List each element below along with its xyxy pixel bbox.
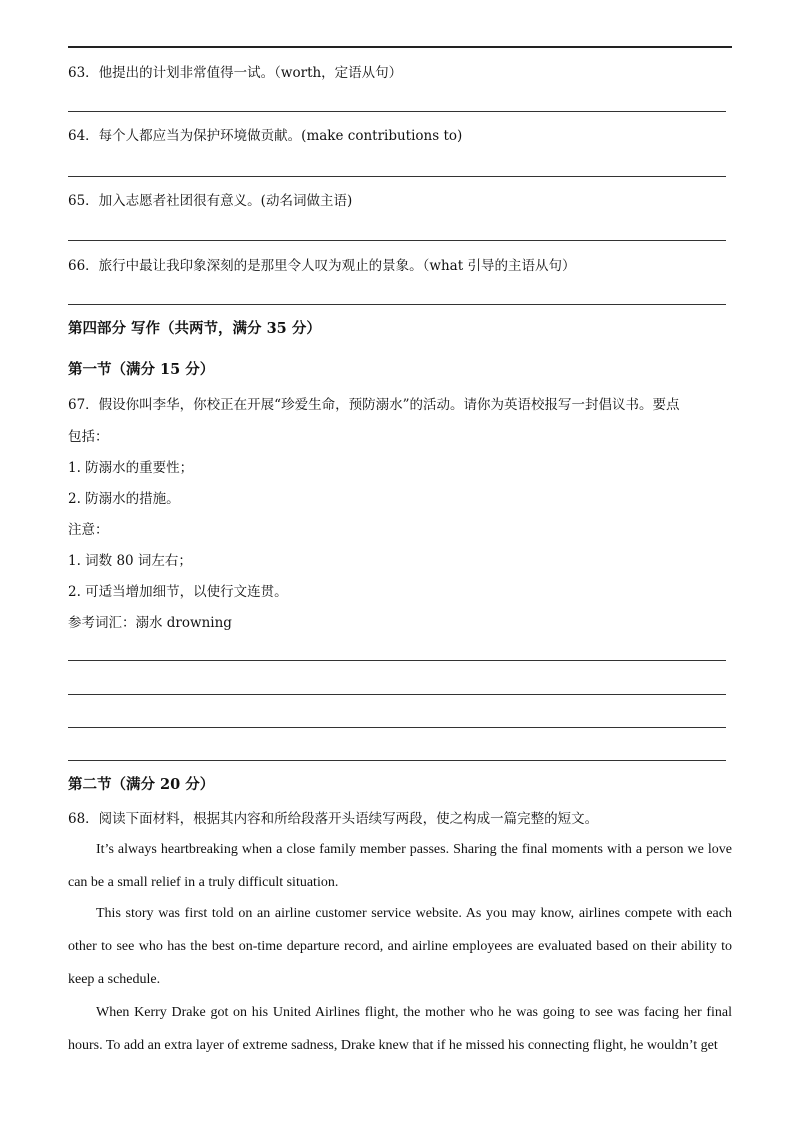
point-1: 1. 防溺水的重要性； bbox=[68, 460, 194, 476]
writing-line-4 bbox=[68, 760, 726, 761]
passage-paragraph-2 bbox=[68, 897, 732, 996]
question-64: 64．每个人都应当为保护环境做贡献。(make contributions to) bbox=[68, 128, 463, 144]
question-67-prompt-cont: 包括： bbox=[68, 429, 109, 445]
question-63: 63．他提出的计划非常值得一试。（worth，定语从句） bbox=[68, 65, 403, 81]
writing-line-1 bbox=[68, 660, 726, 661]
writing-line-3 bbox=[68, 727, 726, 728]
answer-line-65 bbox=[68, 240, 726, 241]
passage-paragraph-1 bbox=[68, 833, 732, 899]
header-rule bbox=[68, 46, 732, 48]
point-2: 2. 防溺水的措施。 bbox=[68, 491, 180, 507]
passage-paragraph-3 bbox=[68, 996, 732, 1062]
answer-line-66 bbox=[68, 304, 726, 305]
note-2: 2. 可适当增加细节，以使行文连贯。 bbox=[68, 584, 288, 600]
paragraph-2-text: This story was first told on an airline customer service website. As you may know, airlines compete with each other to see who has the best on-time departure record, and airline employees are evaluated based on their ability to keep a schedule. bbox=[68, 906, 732, 987]
section1-heading: 第一节（满分 15 分） bbox=[68, 361, 215, 378]
question-65: 65．加入志愿者社团很有意义。(动名词做主语) bbox=[68, 193, 353, 209]
paragraph-1-text: It’s always heartbreaking when a close family member passes. Sharing the final moments with a person we love can be a small relief in a truly difficult situation. bbox=[68, 842, 732, 890]
note-label: 注意： bbox=[68, 522, 109, 538]
note-1: 1. 词数 80 词左右； bbox=[68, 553, 192, 569]
question-66: 66．旅行中最让我印象深刻的是那里令人叹为观止的景象。（what 引导的主语从句） bbox=[68, 258, 576, 274]
answer-line-63 bbox=[68, 111, 726, 112]
question-67-prompt: 67．假设你叫李华，你校正在开展“珍爱生命，预防溺水”的活动。请你为英语校报写一封倡议书。要点 bbox=[68, 397, 680, 413]
vocab-hint: 参考词汇：溺水 drowning bbox=[68, 615, 232, 631]
answer-line-64 bbox=[68, 176, 726, 177]
question-68-instruction: 68．阅读下面材料，根据其内容和所给段落开头语续写两段，使之构成一篇完整的短文。 bbox=[68, 811, 599, 827]
part4-heading: 第四部分 写作（共两节，满分 35 分） bbox=[68, 320, 321, 337]
section2-heading: 第二节（满分 20 分） bbox=[68, 776, 215, 793]
writing-line-2 bbox=[68, 694, 726, 695]
paragraph-3-text: When Kerry Drake got on his United Airlines flight, the mother who he was going to see was facing her final hours. To add an extra layer of extreme sadness, Drake knew that if he missed his connecting flight, he wouldn’t get bbox=[68, 1005, 732, 1053]
